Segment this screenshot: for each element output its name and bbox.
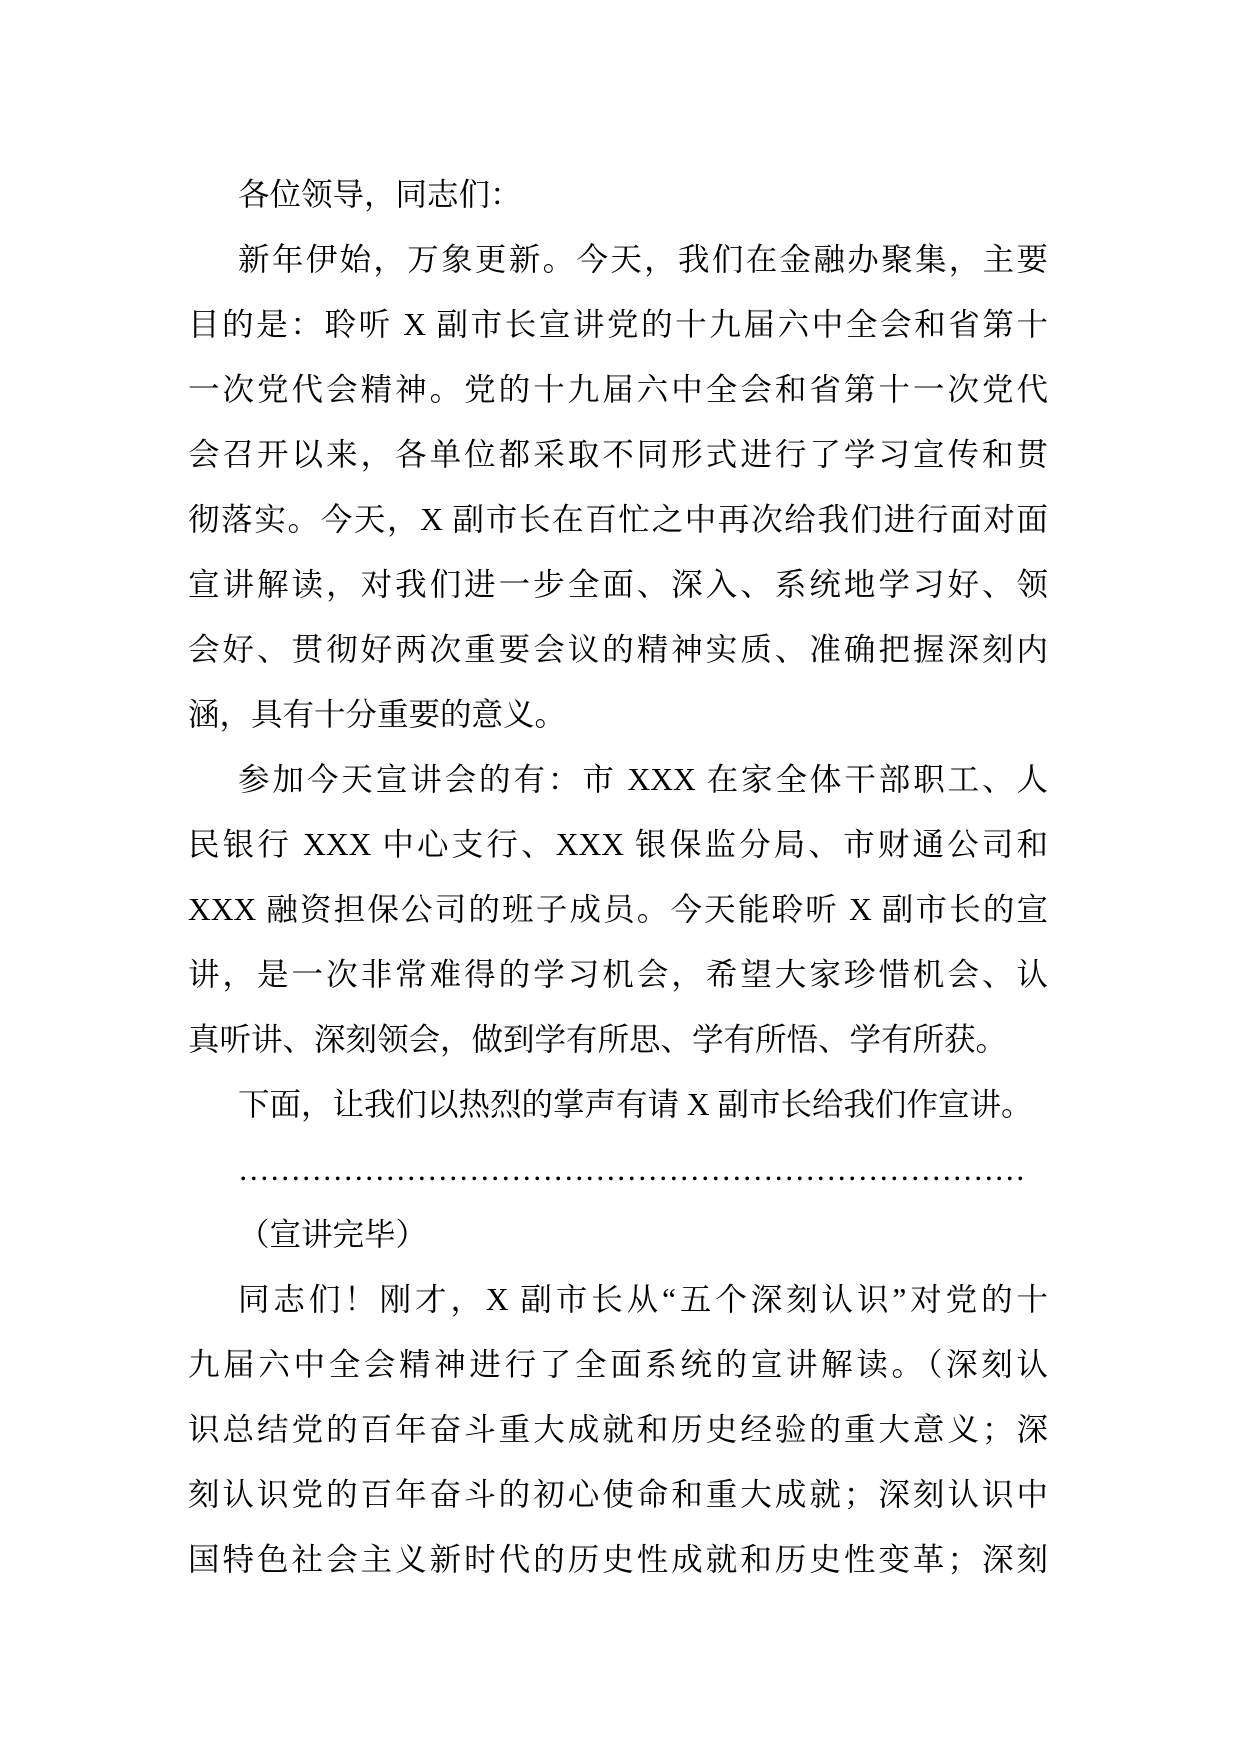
text-line: XXX 融资担保公司的班子成员。今天能聆听 X 副市长的宣 (188, 892, 1048, 927)
text-line: 彻落实。今天，X 副市长在百忙之中再次给我们进行面对面 (188, 502, 1048, 537)
text-line: 新年伊始，万象更新。今天，我们在金融办聚集，主要 (238, 242, 1048, 277)
text-line: 宣讲解读，对我们进一步全面、深入、系统地学习好、领 (188, 567, 1048, 602)
text-line: 涵，具有十分重要的意义。 (188, 697, 567, 732)
text-line: 一次党代会精神。党的十九届六中全会和省第十一次党代 (188, 372, 1048, 407)
text-line: 识总结党的百年奋斗重大成就和历史经验的重大意义；深 (188, 1412, 1048, 1447)
text-line: 会召开以来，各单位都采取不同形式进行了学习宣传和贯 (188, 437, 1048, 472)
text-line: 刻认识党的百年奋斗的初心使命和重大成就；深刻认识中 (188, 1477, 1048, 1512)
text-line: 各位领导，同志们： (238, 177, 522, 212)
text-line: 国特色社会主义新时代的历史性成就和历史性变革；深刻 (188, 1542, 1048, 1577)
document-page (188, 162, 1048, 1592)
text-line: 同志们！刚才，X 副市长从“五个深刻认识”对党的十 (238, 1282, 1048, 1317)
text-line: 真听讲、深刻领会，做到学有所思、学有所悟、学有所获。 (188, 1022, 1008, 1057)
dotted-line: ………………………………………………………………… (238, 1152, 1026, 1187)
text-line: 参加今天宣讲会的有：市 XXX 在家全体干部职工、人 (238, 762, 1048, 797)
text-line: 下面，让我们以热烈的掌声有请 X 副市长给我们作宣讲。 (238, 1087, 1033, 1122)
text-line: 讲，是一次非常难得的学习机会，希望大家珍惜机会、认 (188, 957, 1048, 992)
text-line: 民银行 XXX 中心支行、XXX 银保监分局、市财通公司和 (188, 827, 1048, 862)
text-line: 目的是：聆听 X 副市长宣讲党的十九届六中全会和省第十 (188, 307, 1048, 342)
text-line: 会好、贯彻好两次重要会议的精神实质、准确把握深刻内 (188, 632, 1048, 667)
text-line: （宣讲完毕） (238, 1217, 428, 1252)
text-line: 九届六中全会精神进行了全面系统的宣讲解读。（深刻认 (188, 1347, 1048, 1382)
